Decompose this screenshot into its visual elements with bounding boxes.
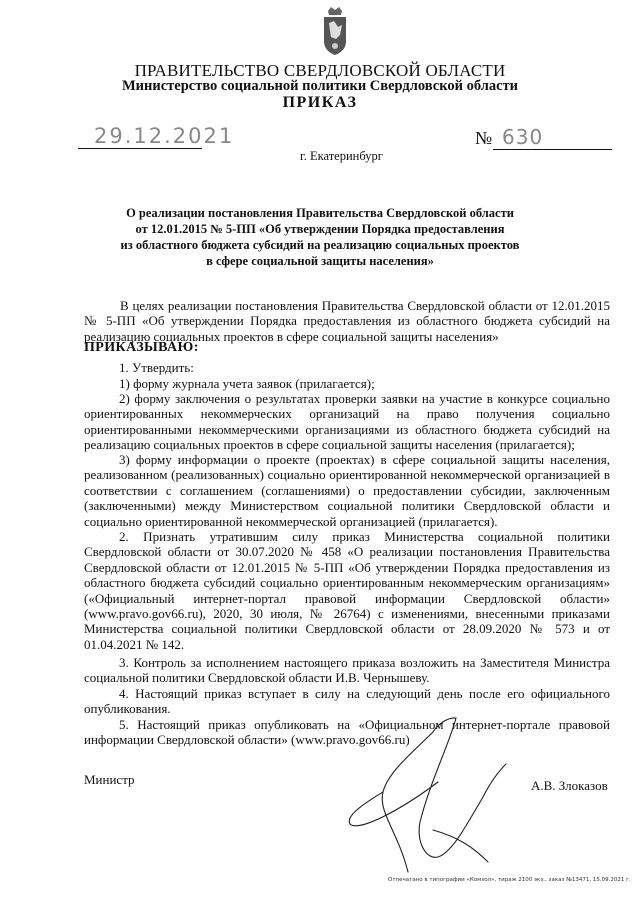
handwritten-signature bbox=[338, 712, 518, 877]
paragraph-1-3: 3) форму информации о проекте (проектах) в сфере социальной защиты населения, реализованном (реализованных) социально ориентированной некоммерческой организацией в соответствии с соглашением (соглашениями) о предоставлении субсидии, заключенным (заключенными) между Министерством социальной политики Свердловской области и социально ориентированной некоммерческой организацией (прилагается). bbox=[84, 452, 610, 529]
paragraph-4: 4. Настоящий приказ вступает в силу на следующий день после его официального опубликования. bbox=[84, 686, 610, 717]
prikazyvayu-heading: ПРИКАЗЫВАЮ: bbox=[84, 340, 199, 355]
paragraph-3: 3. Контроль за исполнением настоящего приказа возложить на Заместителя Министра социальной политики Свердловской области И.В. Чернышеву. bbox=[84, 655, 610, 686]
city: г. Екатеринбург bbox=[300, 149, 383, 163]
title-line: О реализации постановления Правительства Свердловской области bbox=[126, 206, 514, 220]
paragraph-5: 5. Настоящий приказ опубликовать на «Официальном интернет-портале правовой информации Свердловской области» (www.pravo.gov66.ru) bbox=[84, 717, 610, 748]
paragraph-1-1: 1) форму журнала учета заявок (прилагается); bbox=[119, 376, 375, 391]
title-line: от 12.01.2015 № 5-ПП «Об утверждении Порядка предоставления bbox=[135, 222, 505, 236]
date-underline bbox=[78, 148, 202, 149]
order-date: 29.12.2021 bbox=[94, 124, 235, 148]
ministry-name: Министерство социальной политики Свердловской области bbox=[121, 78, 519, 94]
title-line: в сфере социальной защиты населения» bbox=[206, 254, 434, 268]
document-title bbox=[0, 205, 640, 269]
signer-name: А.В. Злоказов bbox=[531, 778, 608, 793]
coat-of-arms-emblem bbox=[318, 5, 352, 57]
intro-paragraph: В целях реализации постановления Правительства Свердловской области от 12.01.2015 № 5-ПП «Об утверждении Порядка предоставления из областного бюджета субсидий на реализацию социальных проектов в сфере социальной защиты населения» bbox=[84, 298, 610, 344]
number-underline bbox=[493, 149, 612, 150]
title-line: из областного бюджета субсидий на реализацию социальных проектов bbox=[120, 238, 520, 252]
paragraph-2: 2. Признать утратившим силу приказ Министерства социальной политики Свердловской области от 30.07.2020 № 458 «О реализации постановления Правительства Свердловской области от 12.01.2015 № 5-ПП «Об утверждении Порядка предоставления из областного бюджета субсидий социально ориентированным некоммерческим организациям» («Официальный интернет-портал правовой информации Свердловской области» (www.pravo.gov66.ru), 2020, 30 июля, № 26764) с изменениями, внесенными приказами Министерства социальной политики Свердловской области от 28.09.2020 № 573 и от 01.04.2021 № 142. bbox=[84, 529, 610, 652]
doc-type: ПРИКАЗ bbox=[282, 94, 358, 111]
government-name: ПРАВИТЕЛЬСТВО СВЕРДЛОВСКОЙ ОБЛАСТИ bbox=[134, 61, 506, 80]
print-note: Отпечатано в типографии «Комзол», тираж 2100 экз., заказ №13471, 15.09.2021 г. bbox=[388, 877, 631, 883]
paragraph-1-2: 2) форму заключения о результатах проверки заявки на участие в конкурсе социально ориентированных некоммерческих организаций на право получения социально ориентированными некоммерческими организациями из областного бюджета субсидий на реализацию социальных проектов в сфере социальной защиты населения (прилагается); bbox=[84, 391, 610, 453]
number-label: № bbox=[475, 128, 493, 148]
signer-position: Министр bbox=[84, 772, 135, 787]
paragraph-1: 1. Утвердить: bbox=[119, 360, 194, 375]
order-number: 630 bbox=[502, 125, 544, 149]
